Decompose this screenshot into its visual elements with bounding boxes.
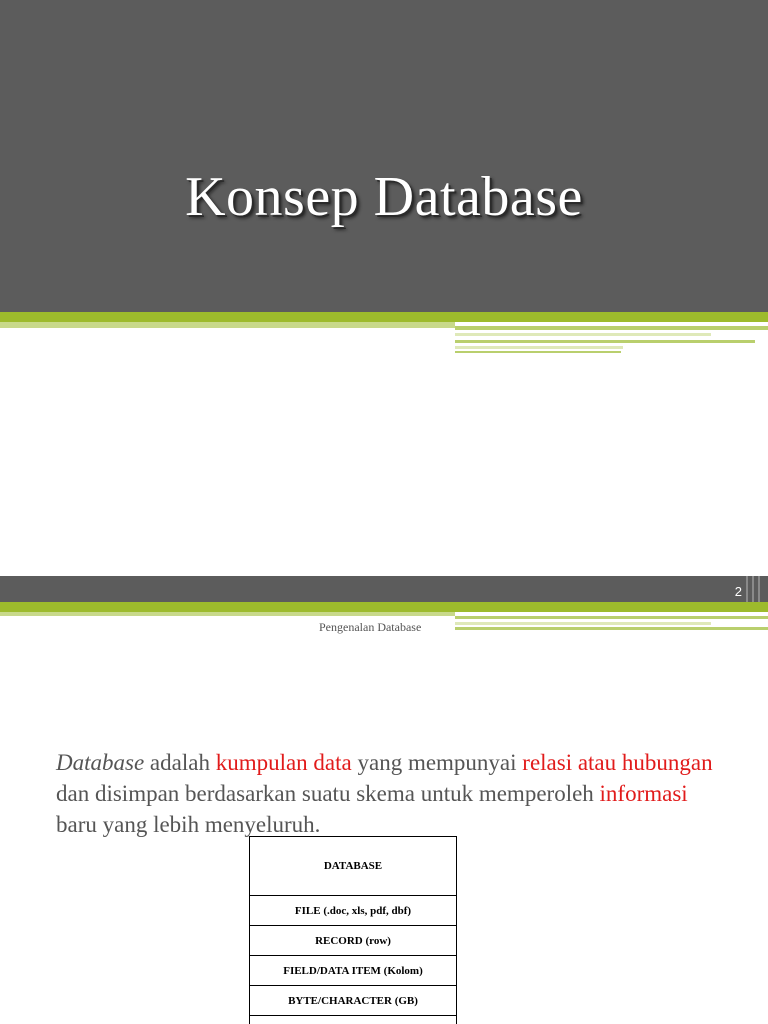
table-row	[250, 926, 457, 956]
body-text-segment: yang mempunyai	[351, 750, 523, 775]
body-text-segment: adalah	[144, 750, 216, 775]
page-number: 2	[734, 584, 742, 599]
table-row	[250, 986, 457, 1016]
table-cell-record: RECORD (row)	[250, 926, 457, 956]
accent-stripe	[455, 346, 623, 349]
table-cell-field: FIELD/DATA ITEM (Kolom)	[250, 956, 457, 986]
accent-band	[0, 312, 768, 322]
accent-stripe	[455, 622, 711, 625]
accent-stripe	[455, 351, 621, 353]
term-database: Database	[56, 750, 145, 775]
body-text-segment: baru yang lebih menyeluruh.	[56, 812, 321, 837]
accent-stripe	[455, 333, 711, 336]
slide-title: Konsep Database	[185, 166, 583, 228]
body-text-segment: dan disimpan berdasarkan suatu skema untuk memperoleh	[56, 781, 600, 806]
title-header-band	[0, 0, 768, 312]
accent-stripe	[455, 340, 755, 343]
accent-stripe	[455, 326, 768, 330]
table-row	[250, 1016, 457, 1024]
accent-stripe	[455, 616, 768, 619]
data-hierarchy-table	[249, 836, 457, 1024]
highlight-relasi: relasi atau hubungan	[522, 750, 713, 775]
highlight-kumpulan-data: kumpulan data	[215, 750, 352, 775]
highlight-informasi: informasi	[599, 781, 688, 806]
accent-stripe	[455, 627, 768, 630]
table-cell-byte: BYTE/CHARACTER (GB)	[250, 986, 457, 1016]
table-row	[250, 956, 457, 986]
presentation-footer-label: Pengenalan Database	[319, 620, 422, 634]
table-row	[250, 837, 457, 896]
slide-divider-marks	[746, 576, 764, 602]
content-slide	[0, 576, 768, 1024]
content-top-bar	[0, 576, 768, 602]
table-cell-empty	[250, 1016, 457, 1024]
accent-band-light	[0, 612, 455, 616]
accent-band	[0, 602, 768, 612]
table-cell-file: FILE (.doc, xls, pdf, dbf)	[250, 896, 457, 926]
accent-band-light	[0, 322, 455, 328]
table-cell-database: DATABASE	[250, 837, 457, 896]
database-definition	[56, 747, 716, 840]
table-row	[250, 896, 457, 926]
